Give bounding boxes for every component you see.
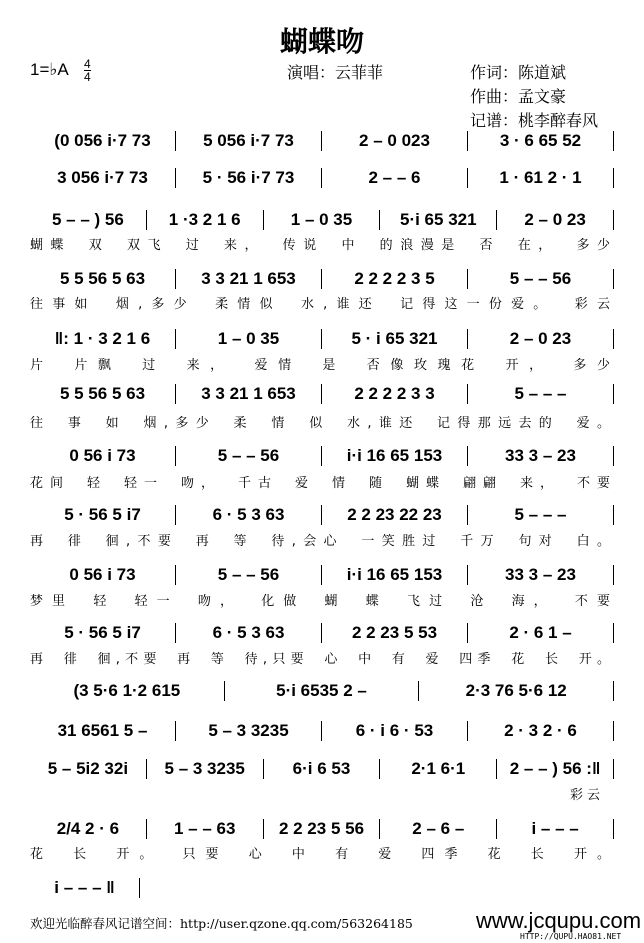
time-signature [84, 58, 91, 83]
measure: 3 3 21 1 653 [201, 384, 296, 403]
measure: 6·i 6 53 [292, 759, 351, 778]
barline [613, 505, 614, 525]
measure: 5 · i 65 321 [351, 329, 438, 348]
lyrics-line: 梦里 轻 轻一 吻， 化做 蝴 蝶 飞过 沧 海， 不要 [30, 594, 614, 609]
lyricist: 作词：陈道斌 [470, 63, 567, 82]
measure: 6 · i 6 · 53 [355, 721, 434, 740]
measure: 2 – 0 23 [509, 329, 572, 348]
measure: ‖: 1 · 3 2 1 6 [54, 329, 151, 348]
measure: 2 2 23 22 23 [347, 505, 442, 524]
measure: (3 5·6 1·2 615 [73, 681, 181, 700]
time-top: 4 [84, 57, 91, 71]
measure: 3 3 21 1 653 [201, 269, 296, 288]
barline [613, 623, 614, 643]
notation-row [30, 130, 614, 152]
measure: 2 – – ) 56 :‖ [509, 759, 601, 778]
measure: 33 3 – 23 [505, 565, 576, 584]
barline [613, 759, 614, 779]
singer: 演唱：云菲菲 [287, 63, 384, 82]
measure: 5 · 56 5 i7 [64, 623, 141, 642]
measure: 5 – 5i2 32i [47, 759, 129, 778]
barline [613, 446, 614, 466]
measure: 1 – – 63 [173, 819, 236, 838]
song-title: 蝴蝶吻 [279, 25, 364, 58]
notation-row [30, 818, 614, 840]
notation-row [30, 209, 614, 231]
measure: (0 056 i·7 73 [54, 131, 151, 150]
measure: 5 – – – [514, 505, 567, 524]
measure: 5 – 3 3235 [164, 759, 245, 778]
measure: 5 – – ) 56 [51, 210, 124, 229]
lyrics-line: 再 徘 徊,不要 再 等 待,只要 心 中 有 爱 四季 花 长 开。 [30, 652, 614, 667]
notation-row [30, 622, 614, 644]
lyrics-line: 片 片飘 过 来， 爱情 是 否像玫瑰花 开， 多少 [30, 358, 614, 373]
notation-row [30, 877, 140, 899]
lyrics-line: 花 长 开。 只要 心 中 有 爱 四季 花 长 开。 [30, 847, 614, 862]
barline [613, 819, 614, 839]
composer: 作曲：孟文豪 [470, 87, 567, 106]
measure: 2 – 6 – [412, 819, 465, 838]
footer-text: 欢迎光临醉春风记谱空间：http://user.qzone.qq.com/563264185 [30, 916, 413, 931]
measure: 5·i 6535 2 – [276, 681, 367, 700]
measure: 6 · 5 3 63 [212, 623, 285, 642]
measure: 0 56 i 73 [69, 446, 136, 465]
notation-row [30, 564, 614, 586]
measure: 1 – 0 35 [290, 210, 353, 229]
measure: 1 · 61 2 · 1 [499, 168, 582, 187]
measure: 3 · 6 65 52 [499, 131, 582, 150]
key-signature: 1=♭A [30, 60, 69, 79]
notation-row [30, 720, 614, 742]
measure: 5 · 56 i·7 73 [202, 168, 295, 187]
barline [613, 721, 614, 741]
measure: 1 ·3 2 1 6 [168, 210, 241, 229]
measure: 2·1 6·1 [411, 759, 466, 778]
measure: 5 5 56 5 63 [59, 269, 146, 288]
measure: 2 – – 6 [368, 168, 421, 187]
measure: 5 5 56 5 63 [59, 384, 146, 403]
measure: i – – – ‖ [54, 878, 115, 897]
measure: 5·i 65 321 [400, 210, 477, 229]
lyrics-line: 往 事 如 烟,多少 柔 情 似 水,谁还 记得那远去的 爱。 [30, 416, 614, 431]
notation-row [30, 680, 614, 702]
measure: 3 056 i·7 73 [57, 168, 148, 187]
measure: 2 – 0 23 [524, 210, 586, 229]
measure: 2 2 2 2 3 5 [354, 269, 435, 288]
measure: 5 056 i·7 73 [203, 131, 294, 150]
lyrics-line: 往事如 烟,多少 柔情似 水,谁还 记得这一份爱。 彩云 [30, 297, 614, 312]
notation-row [30, 383, 614, 405]
measure: 1 – 0 35 [217, 329, 280, 348]
lyrics-line: 蝴蝶 双 双飞 过 来， 传说 中 的浪漫是 否 在， 多少 [30, 238, 614, 253]
measure: 2/4 2 · 6 [56, 819, 120, 838]
measure: i·i 16 65 153 [346, 446, 443, 465]
notation-row [30, 328, 614, 350]
measure: 5 · 56 5 i7 [64, 505, 141, 524]
measure: 2 2 23 5 56 [278, 819, 365, 838]
measure: 5 – – – [514, 384, 567, 403]
barline [613, 269, 614, 289]
watermark-url: HTTP://QUPU.HAO81.NET [520, 932, 622, 941]
measure: 31 6561 5 – [57, 721, 148, 740]
measure: i – – – [531, 819, 579, 838]
barline [613, 681, 614, 701]
measure: 2 – 0 023 [359, 131, 430, 150]
measure: 2·3 76 5·6 12 [465, 681, 567, 700]
lyrics-line: 再 徘 徊,不要 再 等 待,会心 一笑胜过 千万 句对 白。 [30, 534, 614, 549]
measure: i·i 16 65 153 [346, 565, 443, 584]
barline [613, 210, 614, 230]
measure: 33 3 – 23 [505, 446, 576, 465]
measure: 2 · 6 1 – [509, 623, 572, 642]
lyrics-line: 花间 轻 轻一 吻， 千古 爱 情 随 蝴蝶 翩翩 来， 不要 [30, 476, 614, 491]
notation-row [30, 504, 614, 526]
measure: 6 · 5 3 63 [212, 505, 285, 524]
barline [613, 384, 614, 404]
measure: 5 – – 56 [217, 565, 280, 584]
measure: 2 · 3 2 · 6 [504, 721, 577, 740]
barline [613, 168, 614, 188]
barline [613, 565, 614, 585]
measure: 2 2 23 5 53 [351, 623, 438, 642]
transcriber: 记谱：桃李醉春风 [470, 111, 599, 130]
measure: 0 56 i 73 [69, 565, 136, 584]
measure: 2 2 2 2 3 3 [354, 384, 435, 403]
notation-row [30, 758, 614, 780]
notation-row [30, 445, 614, 467]
measure: 5 – – 56 [509, 269, 572, 288]
barline [613, 329, 614, 349]
notation-row [30, 167, 614, 189]
measure: 5 – – 56 [217, 446, 280, 465]
time-bottom: 4 [84, 70, 91, 84]
barline [139, 878, 140, 898]
notation-row [30, 268, 614, 290]
barline [613, 131, 614, 151]
measure: 5 – 3 3235 [208, 721, 289, 740]
watermark-logo: www.jcqupu.com [476, 908, 642, 933]
lyrics-line: 彩云 [570, 788, 605, 803]
